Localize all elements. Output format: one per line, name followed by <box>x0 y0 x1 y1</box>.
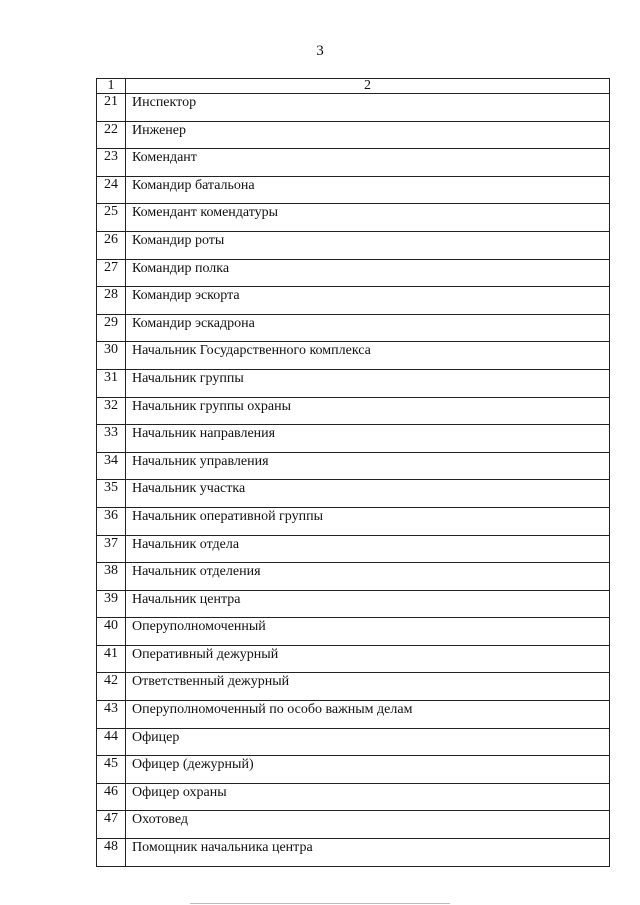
row-number: 47 <box>97 811 126 839</box>
position-title: Охотовед <box>126 811 610 839</box>
table-row <box>97 452 610 480</box>
table-row <box>97 176 610 204</box>
table-row <box>97 369 610 397</box>
table-row <box>97 397 610 425</box>
row-number: 43 <box>97 701 126 729</box>
position-title: Начальник отдела <box>126 535 610 563</box>
position-title: Начальник участка <box>126 480 610 508</box>
position-title: Начальник Государственного комплекса <box>126 342 610 370</box>
column-header-title: 2 <box>126 79 610 94</box>
row-number: 37 <box>97 535 126 563</box>
position-title: Начальник отделения <box>126 563 610 591</box>
position-title: Начальник управления <box>126 452 610 480</box>
position-title: Командир эскорта <box>126 287 610 315</box>
table-row <box>97 204 610 232</box>
table-row <box>97 645 610 673</box>
table-row <box>97 149 610 177</box>
row-number: 22 <box>97 121 126 149</box>
table-row <box>97 728 610 756</box>
row-number: 29 <box>97 314 126 342</box>
position-title: Командир эскадрона <box>126 314 610 342</box>
table-row <box>97 590 610 618</box>
scan-artifact-line <box>190 903 450 904</box>
row-number: 31 <box>97 369 126 397</box>
row-number: 36 <box>97 507 126 535</box>
position-title: Офицер охраны <box>126 783 610 811</box>
row-number: 38 <box>97 563 126 591</box>
positions-table <box>96 78 610 867</box>
position-title: Оперуполномоченный по особо важным делам <box>126 701 610 729</box>
table-row <box>97 259 610 287</box>
table-row <box>97 342 610 370</box>
row-number: 44 <box>97 728 126 756</box>
column-header-number: 1 <box>97 79 126 94</box>
row-number: 42 <box>97 673 126 701</box>
position-title: Начальник центра <box>126 590 610 618</box>
position-title: Ответственный дежурный <box>126 673 610 701</box>
row-number: 41 <box>97 645 126 673</box>
row-number: 28 <box>97 287 126 315</box>
position-title: Офицер (дежурный) <box>126 756 610 784</box>
table-row <box>97 535 610 563</box>
table-row <box>97 563 610 591</box>
row-number: 34 <box>97 452 126 480</box>
row-number: 46 <box>97 783 126 811</box>
row-number: 27 <box>97 259 126 287</box>
position-title: Начальник группы <box>126 369 610 397</box>
position-title: Комендант <box>126 149 610 177</box>
position-title: Начальник оперативной группы <box>126 507 610 535</box>
table-row <box>97 121 610 149</box>
table-row <box>97 287 610 315</box>
position-title: Комендант комендатуры <box>126 204 610 232</box>
table-header-row <box>97 79 610 94</box>
position-title: Инженер <box>126 121 610 149</box>
table-row <box>97 480 610 508</box>
position-title: Инспектор <box>126 94 610 122</box>
table-row <box>97 701 610 729</box>
table-row <box>97 673 610 701</box>
position-title: Оперативный дежурный <box>126 645 610 673</box>
position-title: Помощник начальника центра <box>126 839 610 867</box>
row-number: 26 <box>97 231 126 259</box>
position-title: Офицер <box>126 728 610 756</box>
table-row <box>97 839 610 867</box>
table-row <box>97 94 610 122</box>
row-number: 33 <box>97 425 126 453</box>
row-number: 25 <box>97 204 126 232</box>
row-number: 30 <box>97 342 126 370</box>
position-title: Начальник направления <box>126 425 610 453</box>
row-number: 45 <box>97 756 126 784</box>
table-row <box>97 783 610 811</box>
position-title: Начальник группы охраны <box>126 397 610 425</box>
table-row <box>97 507 610 535</box>
table-row <box>97 811 610 839</box>
row-number: 40 <box>97 618 126 646</box>
table-row <box>97 314 610 342</box>
position-title: Командир батальона <box>126 176 610 204</box>
position-title: Командир роты <box>126 231 610 259</box>
row-number: 24 <box>97 176 126 204</box>
row-number: 23 <box>97 149 126 177</box>
position-title: Командир полка <box>126 259 610 287</box>
table-row <box>97 618 610 646</box>
page-number: 3 <box>316 43 324 59</box>
row-number: 21 <box>97 94 126 122</box>
row-number: 35 <box>97 480 126 508</box>
table-row <box>97 231 610 259</box>
table-row <box>97 756 610 784</box>
row-number: 32 <box>97 397 126 425</box>
table-row <box>97 425 610 453</box>
row-number: 39 <box>97 590 126 618</box>
row-number: 48 <box>97 839 126 867</box>
position-title: Оперуполномоченный <box>126 618 610 646</box>
